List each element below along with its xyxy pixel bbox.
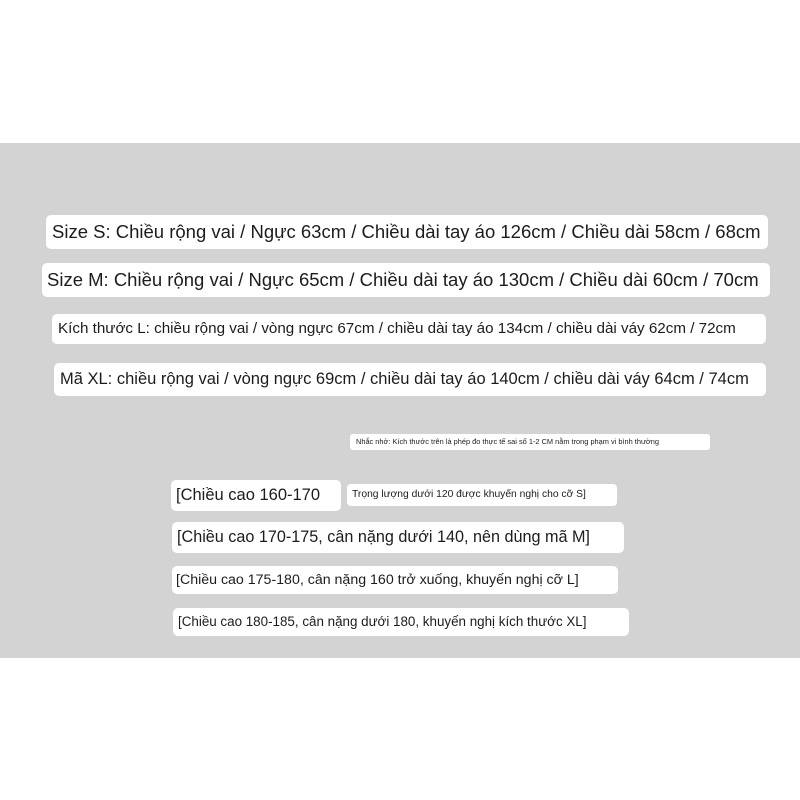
recommendation-weight-size-s: Trọng lượng dưới 120 được khuyến nghị cho cỡ S]	[347, 484, 617, 506]
size-l-row: Kích thước L: chiều rộng vai / vòng ngực 67cm / chiều dài tay áo 134cm / chiều dài váy 62cm / 72cm	[52, 314, 766, 344]
recommendation-size-xl: [Chiều cao 180-185, cân nặng dưới 180, khuyến nghị kích thước XL]	[173, 608, 629, 636]
size-xl-row: Mã XL: chiều rộng vai / vòng ngực 69cm / chiều dài tay áo 140cm / chiều dài váy 64cm / 74cm	[54, 363, 766, 396]
recommendation-height-160-170: [Chiều cao 160-170	[171, 480, 341, 511]
recommendation-size-m: [Chiều cao 170-175, cân nặng dưới 140, nên dùng mã M]	[172, 522, 624, 553]
measurement-note: Nhắc nhở: Kích thước trên là phép đo thực tế sai số 1-2 CM nằm trong phạm vi bình thường	[350, 434, 710, 450]
size-s-row: Size S: Chiều rộng vai / Ngực 63cm / Chiều dài tay áo 126cm / Chiều dài 58cm / 68cm	[46, 215, 768, 249]
recommendation-size-l: [Chiều cao 175-180, cân nặng 160 trở xuống, khuyến nghị cỡ L]	[172, 566, 618, 594]
size-m-row: Size M: Chiều rộng vai / Ngực 65cm / Chiều dài tay áo 130cm / Chiều dài 60cm / 70cm	[42, 263, 770, 297]
